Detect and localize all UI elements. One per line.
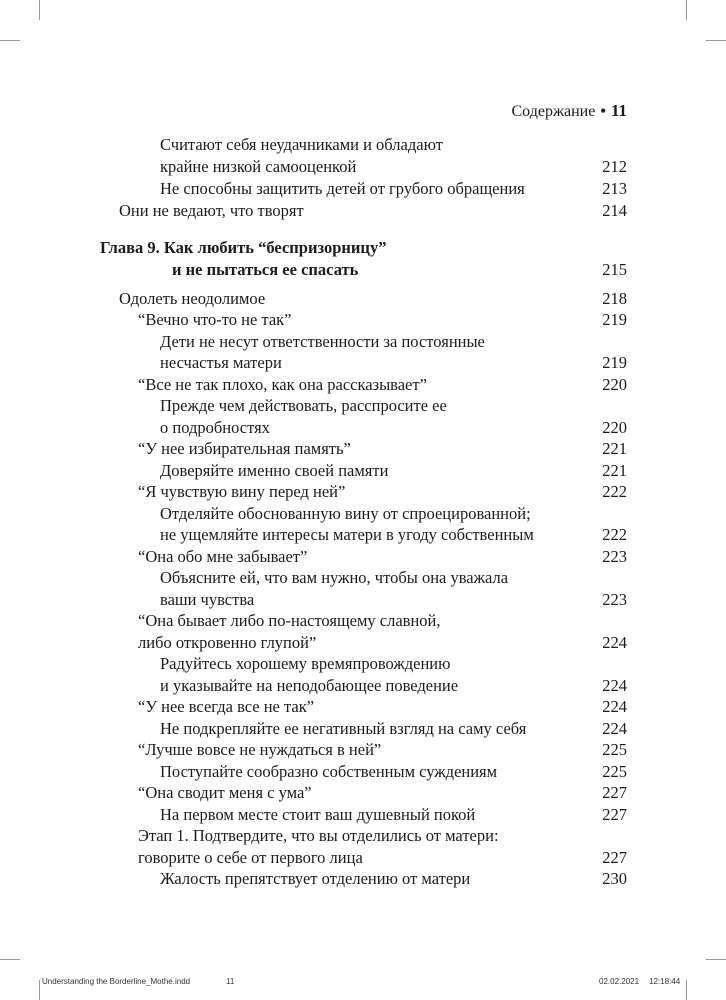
toc-entry-line: крайне низкой самооценкой (160, 157, 357, 176)
slug-date: 02.02.2021 (599, 977, 640, 986)
toc-entry-line: Одолеть неодолимое (119, 289, 266, 308)
toc-entry-line: и указывайте на неподобающее поведение (160, 676, 459, 695)
slug-page: 11 (226, 977, 235, 986)
toc-page-number: 219 (602, 353, 627, 372)
toc-entry-line: не ущемляйте интересы матери в угоду собственным (160, 525, 534, 544)
toc-entry-line: ваши чувства (160, 590, 255, 609)
toc-page-number: 227 (602, 783, 627, 802)
toc-page-number: 218 (602, 289, 627, 308)
slug-filename: Understanding the Borderline_Mothe.indd (42, 977, 191, 986)
toc-page-number: 222 (602, 482, 627, 501)
toc-page-number: 215 (602, 260, 627, 279)
toc-page-number: 214 (602, 201, 627, 220)
toc-entry-line: “Лучше вовсе не нуждаться в ней” (138, 740, 382, 759)
toc-entry-line: о подробностях (160, 418, 270, 437)
toc-page-number: 224 (602, 697, 627, 716)
toc-page-number: 221 (602, 461, 627, 480)
toc-entry-line: Отделяйте обоснованную вину от спроецированной; (160, 504, 531, 523)
toc-entry-line: говорите о себе от первого лица (138, 848, 363, 867)
toc-page-number: 220 (602, 418, 627, 437)
toc-entry-line: Радуйтесь хорошему времяпровождению (160, 654, 451, 673)
toc-page-number: 224 (602, 676, 627, 695)
toc-entry-line: либо откровенно глупой” (138, 633, 317, 652)
toc-page-number: 213 (602, 179, 627, 198)
toc-page-number: 223 (602, 590, 627, 609)
toc-page-number: 220 (602, 375, 627, 394)
toc-page-number: 219 (602, 310, 627, 329)
toc-entry-line: Считают себя неудачниками и обладают (160, 135, 443, 154)
toc-entry-line: Дети не несут ответственности за постоянные (160, 332, 485, 351)
toc-page-number: 212 (602, 157, 627, 176)
toc-entry-line: На первом месте стоит ваш душевный покой (160, 805, 476, 824)
toc-page-number: 225 (602, 740, 627, 759)
chapter-title: и не пытаться ее спасать (172, 260, 359, 279)
toc-entry-line: “Она бывает либо по-настоящему славной, (138, 611, 441, 630)
toc-entry-line: Жалость препятствует отделению от матери (160, 869, 471, 888)
toc-entry-line: Они не ведают, что творят (119, 201, 304, 220)
toc-page-number: 223 (602, 547, 627, 566)
toc-page-number: 221 (602, 439, 627, 458)
toc-entry-line: Доверяйте именно своей памяти (160, 461, 389, 480)
toc-entry-line: Поступайте сообразно собственным суждениям (160, 762, 498, 781)
toc-entry-line: Прежде чем действовать, расспросите ее (160, 396, 447, 415)
toc-page-number: 230 (602, 869, 627, 888)
toc-page-number: 227 (602, 805, 627, 824)
toc-entry-line: “Она обо мне забывает” (138, 547, 308, 566)
toc-entry-line: Не способны защитить детей от грубого обращения (160, 179, 525, 198)
toc-entry-line: “У нее всегда все не так” (138, 697, 315, 716)
chapter-title: Глава 9. Как любить “беспризорницу” (100, 238, 387, 257)
slug-time: 12:18:44 (649, 977, 681, 986)
running-head-page-number: 11 (610, 101, 627, 120)
toc-page-number: 225 (602, 762, 627, 781)
running-head-section: Содержание (511, 103, 596, 120)
toc-page-number: 224 (602, 633, 627, 652)
toc-page-number: 222 (602, 525, 627, 544)
toc-entry-line: Объясните ей, что вам нужно, чтобы она уважала (160, 568, 509, 587)
toc-entry-line: “Все не так плохо, как она рассказывает” (138, 375, 427, 394)
toc-entry-line: Этап 1. Подтвердите, что вы отделились от матери: (138, 826, 499, 845)
toc-entry-line: “У нее избирательная память” (138, 439, 351, 458)
toc-entry-line: несчастья матери (160, 353, 282, 372)
toc-entry-line: Не подкрепляйте ее негативный взгляд на саму себя (160, 719, 527, 738)
running-head-separator: • (600, 103, 606, 120)
toc-entry-line: “Она сводит меня с ума” (138, 783, 312, 802)
toc-entry-line: “Вечно что-то не так” (138, 310, 292, 329)
toc-entry-line: “Я чувствую вину перед ней” (138, 482, 346, 501)
toc-page-number: 224 (602, 719, 627, 738)
toc-page-number: 227 (602, 848, 627, 867)
